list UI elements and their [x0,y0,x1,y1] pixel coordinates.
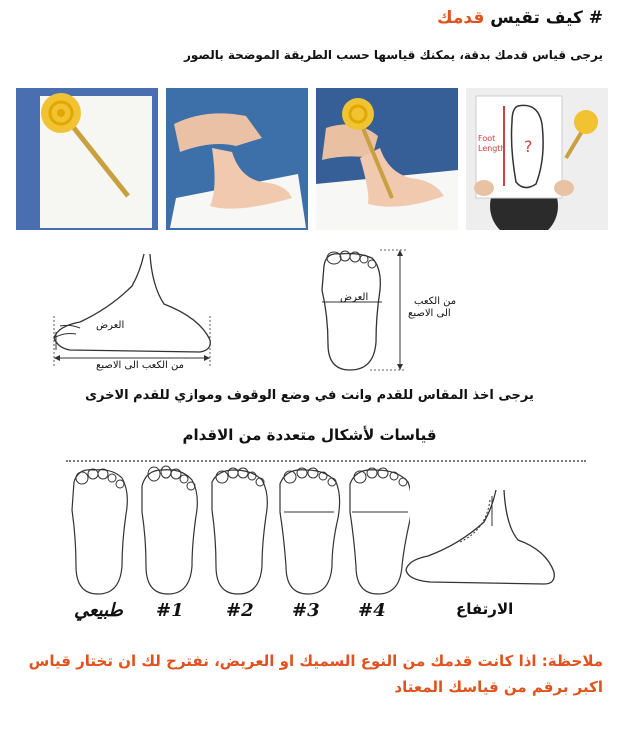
label-shape-2: #2 [226,600,254,621]
label-shape-1: #1 [156,600,184,621]
sole-length-label-1: من الكعب [414,296,457,307]
label-shape-3: #3 [292,600,320,621]
foot-shape-2 [212,468,267,594]
note-text: ملاحظة: اذا كانت قدمك من النوع السميك او العريض، نفترح لك ان تختار قياس اكبر برقم من قياسك المعتاد [28,652,603,696]
foot-label: Foot [478,134,496,143]
label-instep: الارتفاع [456,600,514,618]
foot-shape-1 [142,466,197,594]
instep-diagram [400,486,560,596]
foot-shapes-row [60,462,410,600]
photo-traced-outline [466,88,608,230]
sole-width-label: العرض [340,292,369,303]
svg-text:?: ? [524,137,533,156]
label-shape-4: #4 [358,600,386,621]
foot-shapes-title: قياسات لأشكال متعددة من الاقدام [182,426,437,444]
photo-foot-on-paper [166,88,308,230]
side-width-label: العرض [96,320,125,331]
length-label: Length [478,144,506,153]
side-length-label: من الكعب الى الاصبع [96,360,184,371]
photo-pen-on-paper [16,88,158,230]
page-title: # كيف تقيس قدمك [437,8,603,28]
sole-diagram [310,246,480,376]
sole-length-label-2: الى الاصبع [408,308,451,319]
photo-tracing-foot [316,88,458,230]
label-natural: طبيعي [74,600,123,621]
intro-text: يرجى قياس قدمك بدقة، يمكنك قياسها حسب الطريقة الموضحة بالصور [183,48,603,62]
standing-note: يرجى اخذ المقاس للقدم وانت في وضع الوقوف وموازي للقدم الاخرى [85,388,534,403]
side-view-diagram [40,246,230,376]
foot-natural [72,469,127,594]
foot-shape-3 [280,468,340,594]
